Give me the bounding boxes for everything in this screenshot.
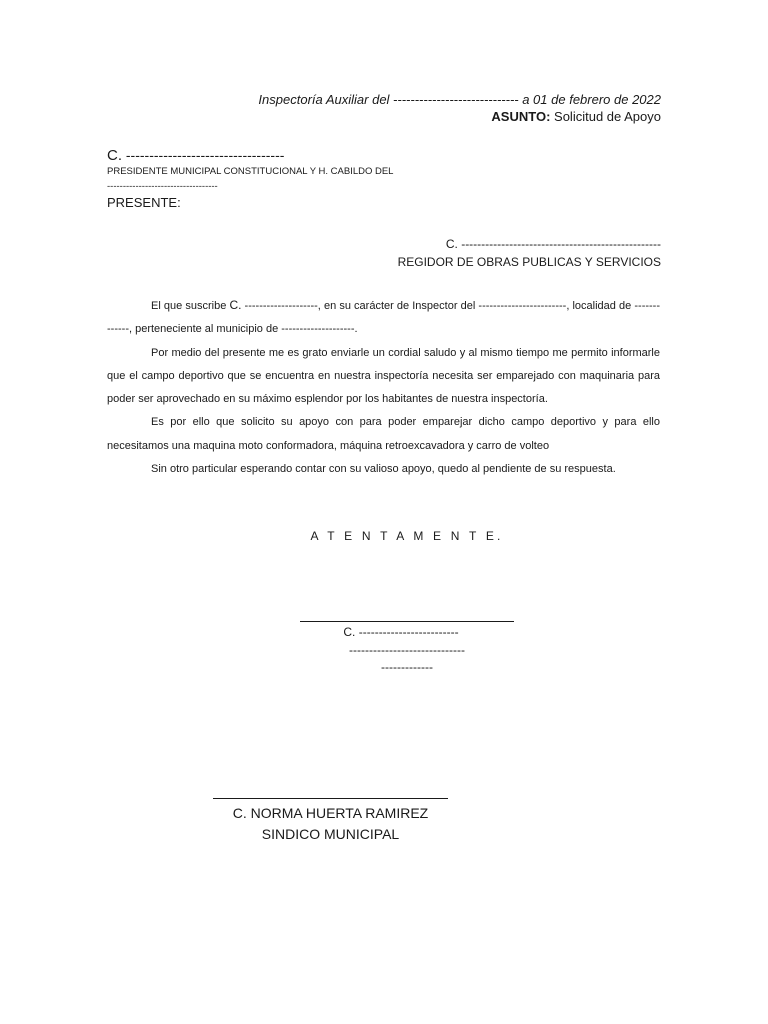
signature-inspector-blank-1: ----------------------------- (349, 643, 465, 657)
signature-inspector-name: C. ------------------------- (343, 625, 459, 639)
signature-sindico-role: SINDICO MUNICIPAL (261, 826, 400, 842)
addressee-name-line (107, 147, 284, 164)
place-date-line: Inspectoría Auxiliar del ----------------------------- a 01 de febrero de 2022 (258, 92, 661, 107)
cc-title: REGIDOR DE OBRAS PUBLICAS Y SERVICIOS (397, 255, 661, 269)
body-paragraph-4: Sin otro particular esperando contar con su valioso apoyo, quedo al pendiente de su respuesta. (151, 463, 616, 476)
cc-name-line: C. -------------------------------------------------- (445, 237, 661, 251)
signature-line-sindico (213, 798, 448, 799)
subject-value: Solicitud de Apoyo (554, 109, 661, 124)
body-p1-rest: --------------------, en su carácter de Inspector del ------------------------, localidad de -------------, perteneciente al municipio de --------------------. (107, 300, 661, 336)
addressee-name-blank: ---------------------------------- (125, 147, 285, 163)
subject-line (491, 109, 661, 124)
presente-label: PRESENTE: (107, 195, 181, 210)
closing-atentamente: A T E N T A M E N T E. (310, 529, 504, 543)
signature-line-inspector (300, 621, 514, 622)
body-paragraph-2: Por medio del presente me es grato enviarle un cordial saludo y al mismo tiempo me permito informarle que el campo deportivo que se encuentra en nuestra inspectoría necesita ser emparejado con maquinaria para poder ser aprovechado en su máximo esplendor por los habitantes de nuestra inspectoría. (107, 346, 660, 406)
body-p1-start: El que suscribe (151, 300, 230, 312)
signature-inspector-blank-2: ------------- (381, 660, 433, 674)
addressee-title: PRESIDENTE MUNICIPAL CONSTITUCIONAL Y H. CABILDO DEL (107, 166, 394, 177)
addressee-title-blank: ----------------------------------- (107, 181, 218, 192)
body-paragraph-1 (107, 294, 660, 342)
body-paragraph-3: Es por ello que solicito su apoyo con para poder emparejar dicho campo deportivo y para ello necesitamos una maquina moto conformadora, máquina retroexcavadora y carro de volteo (107, 416, 660, 452)
letter-body (107, 294, 660, 481)
body-p1-c-mark: C. (229, 298, 242, 312)
subject-label: ASUNTO: (491, 109, 551, 124)
addressee-c-mark: C. (107, 147, 122, 164)
signature-sindico-name: C. NORMA HUERTA RAMIREZ (232, 805, 429, 821)
